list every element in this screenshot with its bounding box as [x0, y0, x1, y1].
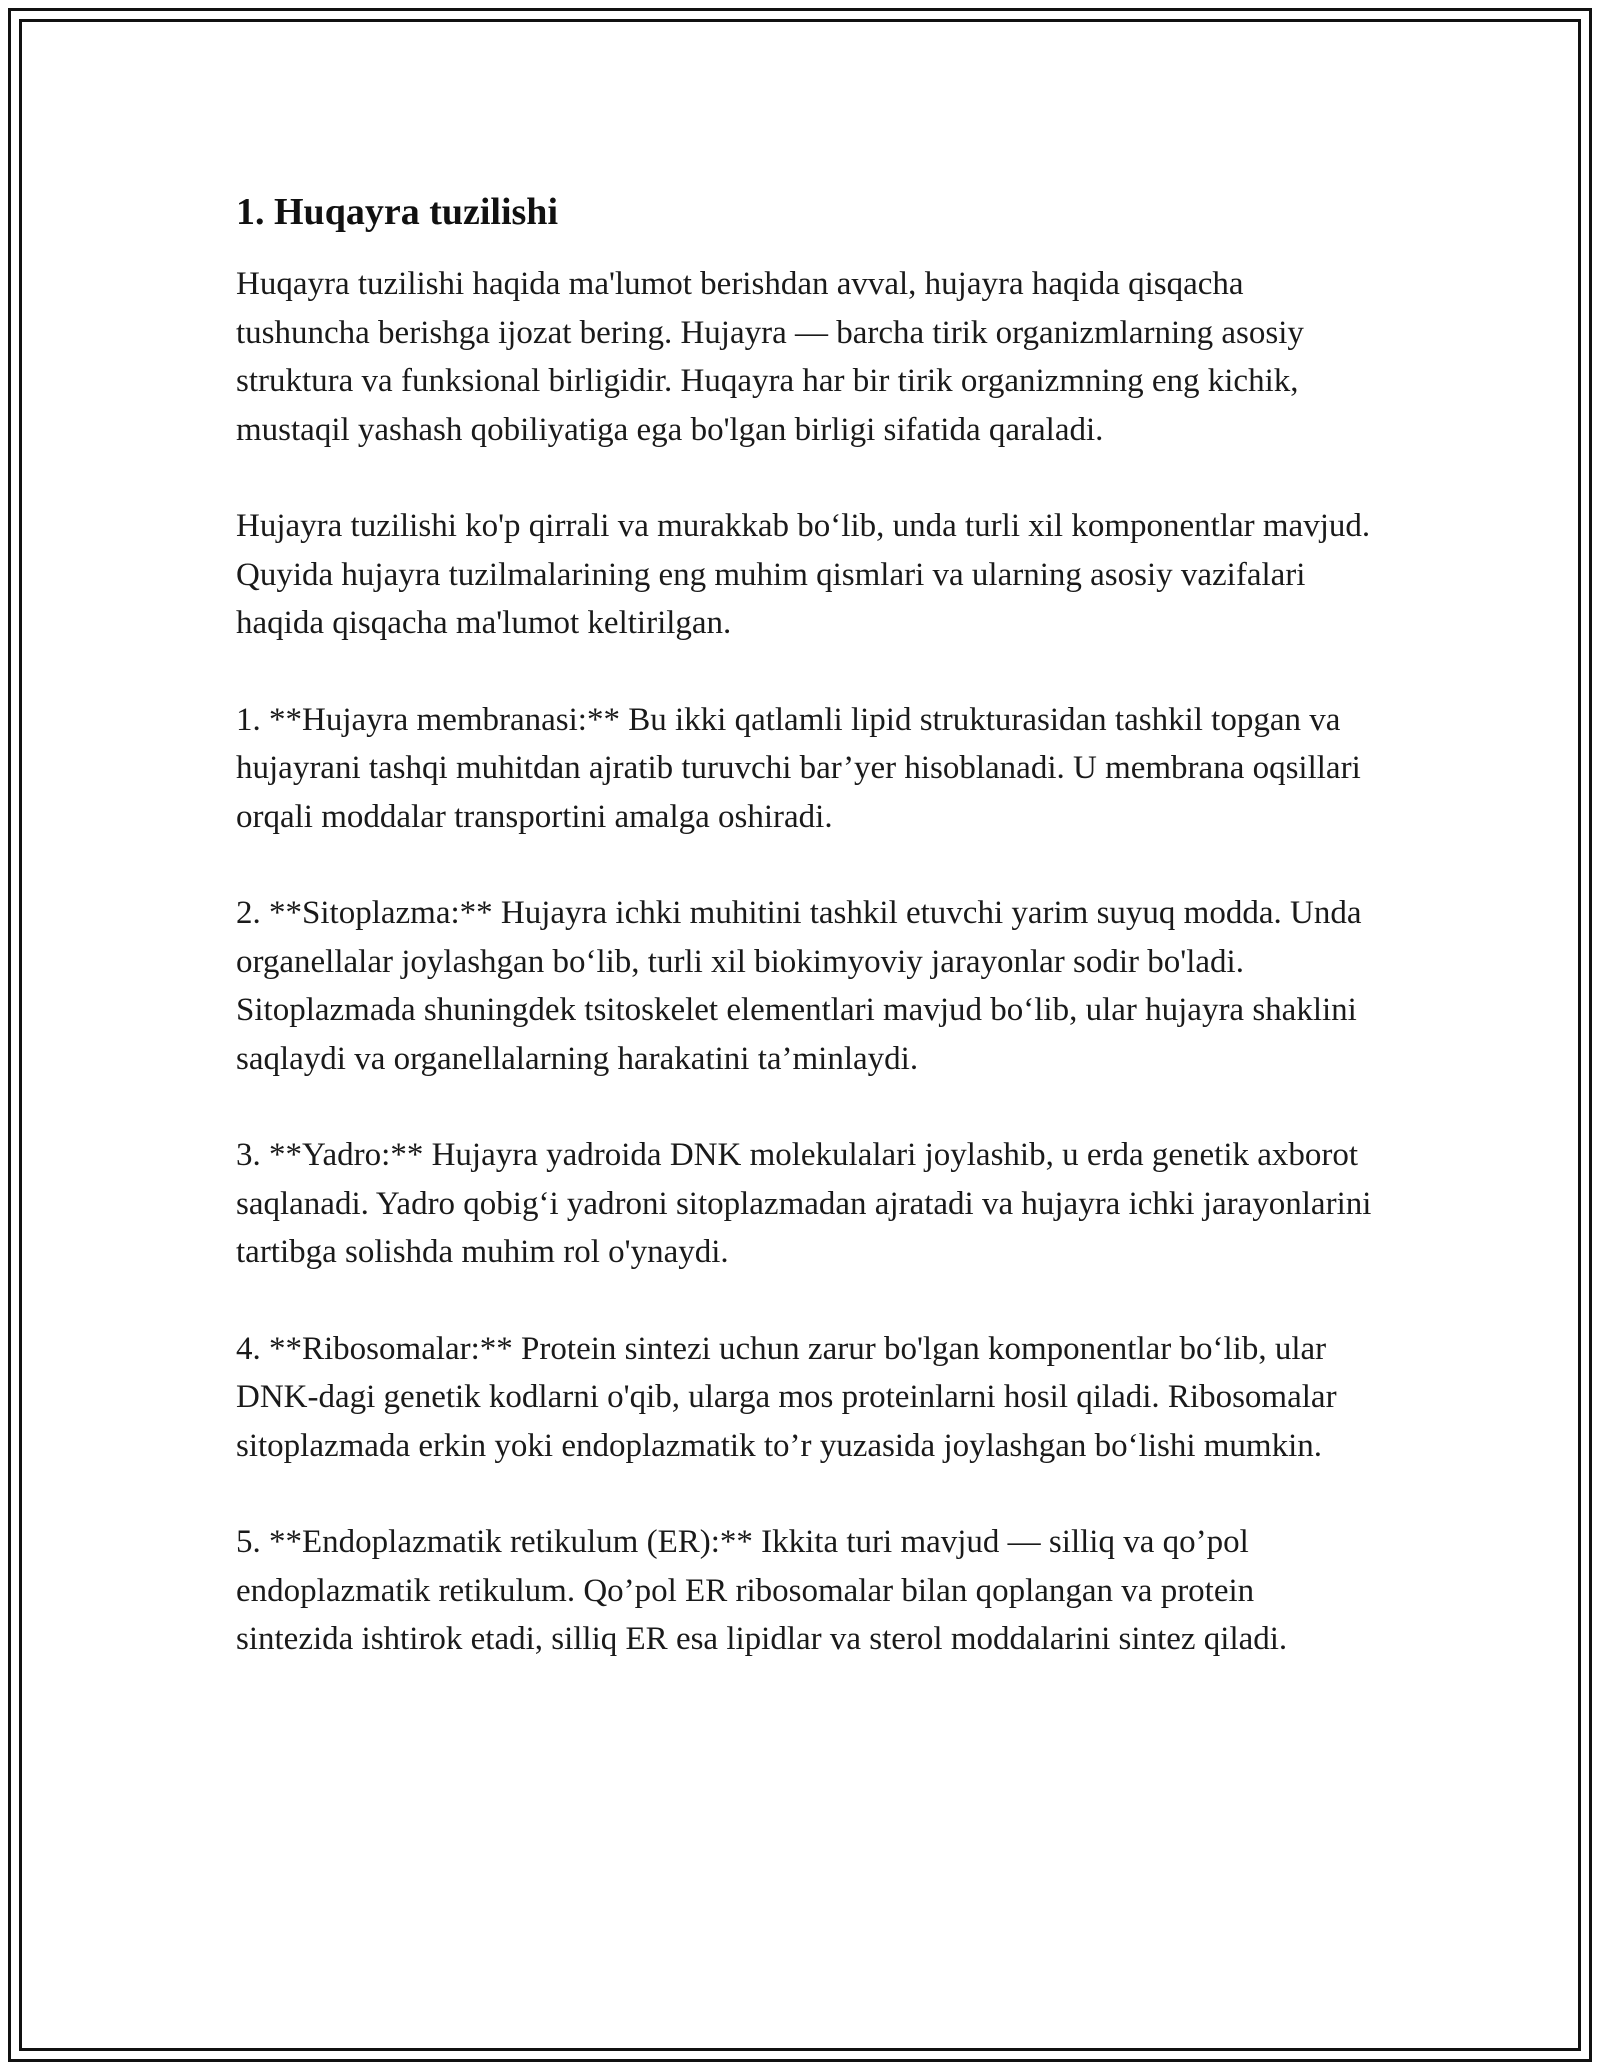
list-item-cytoplasm: 2. **Sitoplazma:** Hujayra ichki muhitini tashkil etuvchi yarim suyuq modda. Unda organellalar joylashgan bo‘lib, turli xil biokimyoviy jarayonlar sodir bo'ladi. Sitoplazmada shuningdek tsitoskelet elementlari mavjud bo‘lib, ular hujayra shaklini saqlaydi va organellalarning harakatini ta’minlaydi.	[236, 895, 1362, 1077]
section-heading: 1. Huqayra tuzilishi	[236, 191, 558, 233]
document-body	[236, 186, 1376, 1712]
list-item-er: 5. **Endoplazmatik retikulum (ER):** Ikkita turi mavjud — silliq va qo’pol endoplazmatik retikulum. Qo’pol ER ribosomalar bilan qoplangan va protein sintezida ishtirok etadi, silliq ER esa lipidlar va sterol moddalarini sintez qiladi.	[236, 1524, 1288, 1657]
list-item-nucleus: 3. **Yadro:** Hujayra yadroida DNK molekulalari joylashib, u erda genetik axborot saqlanadi. Yadro qobig‘i yadroni sitoplazmadan ajratadi va hujayra ichki jarayonlarini tartibga solishda muhim rol o'ynaydi.	[236, 1137, 1372, 1270]
list-item-ribosomes: 4. **Ribosomalar:** Protein sintezi uchun zarur bo'lgan komponentlar bo‘lib, ular DNK-dagi genetik kodlarni o'qib, ularga mos proteinlarni hosil qiladi. Ribosomalar sitoplazmada erkin yoki endoplazmatik to’r yuzasida joylashgan bo‘lishi mumkin.	[236, 1330, 1337, 1464]
paragraph-overview: Hujayra tuzilishi ko'p qirrali va murakkab bo‘lib, unda turli xil komponentlar mavjud. Quyida hujayra tuzilmalarining eng muhim qismlari va ularning asosiy vazifalari haqida qisqacha ma'lumot keltirilgan.	[236, 508, 1371, 641]
paragraph-intro: Huqayra tuzilishi haqida ma'lumot berishdan avval, hujayra haqida qisqacha tushuncha berishga ijozat bering. Hujayra — barcha tirik organizmlarning asosiy struktura va funksional birligidir. Huqayra har bir tirik organizmning eng kichik, mustaqil yashash qobiliyatiga ega bo'lgan birligi sifatida qaraladi.	[236, 266, 1304, 448]
list-item-membrane: 1. **Hujayra membranasi:** Bu ikki qatlamli lipid strukturasidan tashkil topgan va hujayrani tashqi muhitdan ajratib turuvchi bar’yer hisoblanadi. U membrana oqsillari orqali moddalar transportini amalga oshiradi.	[236, 701, 1361, 835]
